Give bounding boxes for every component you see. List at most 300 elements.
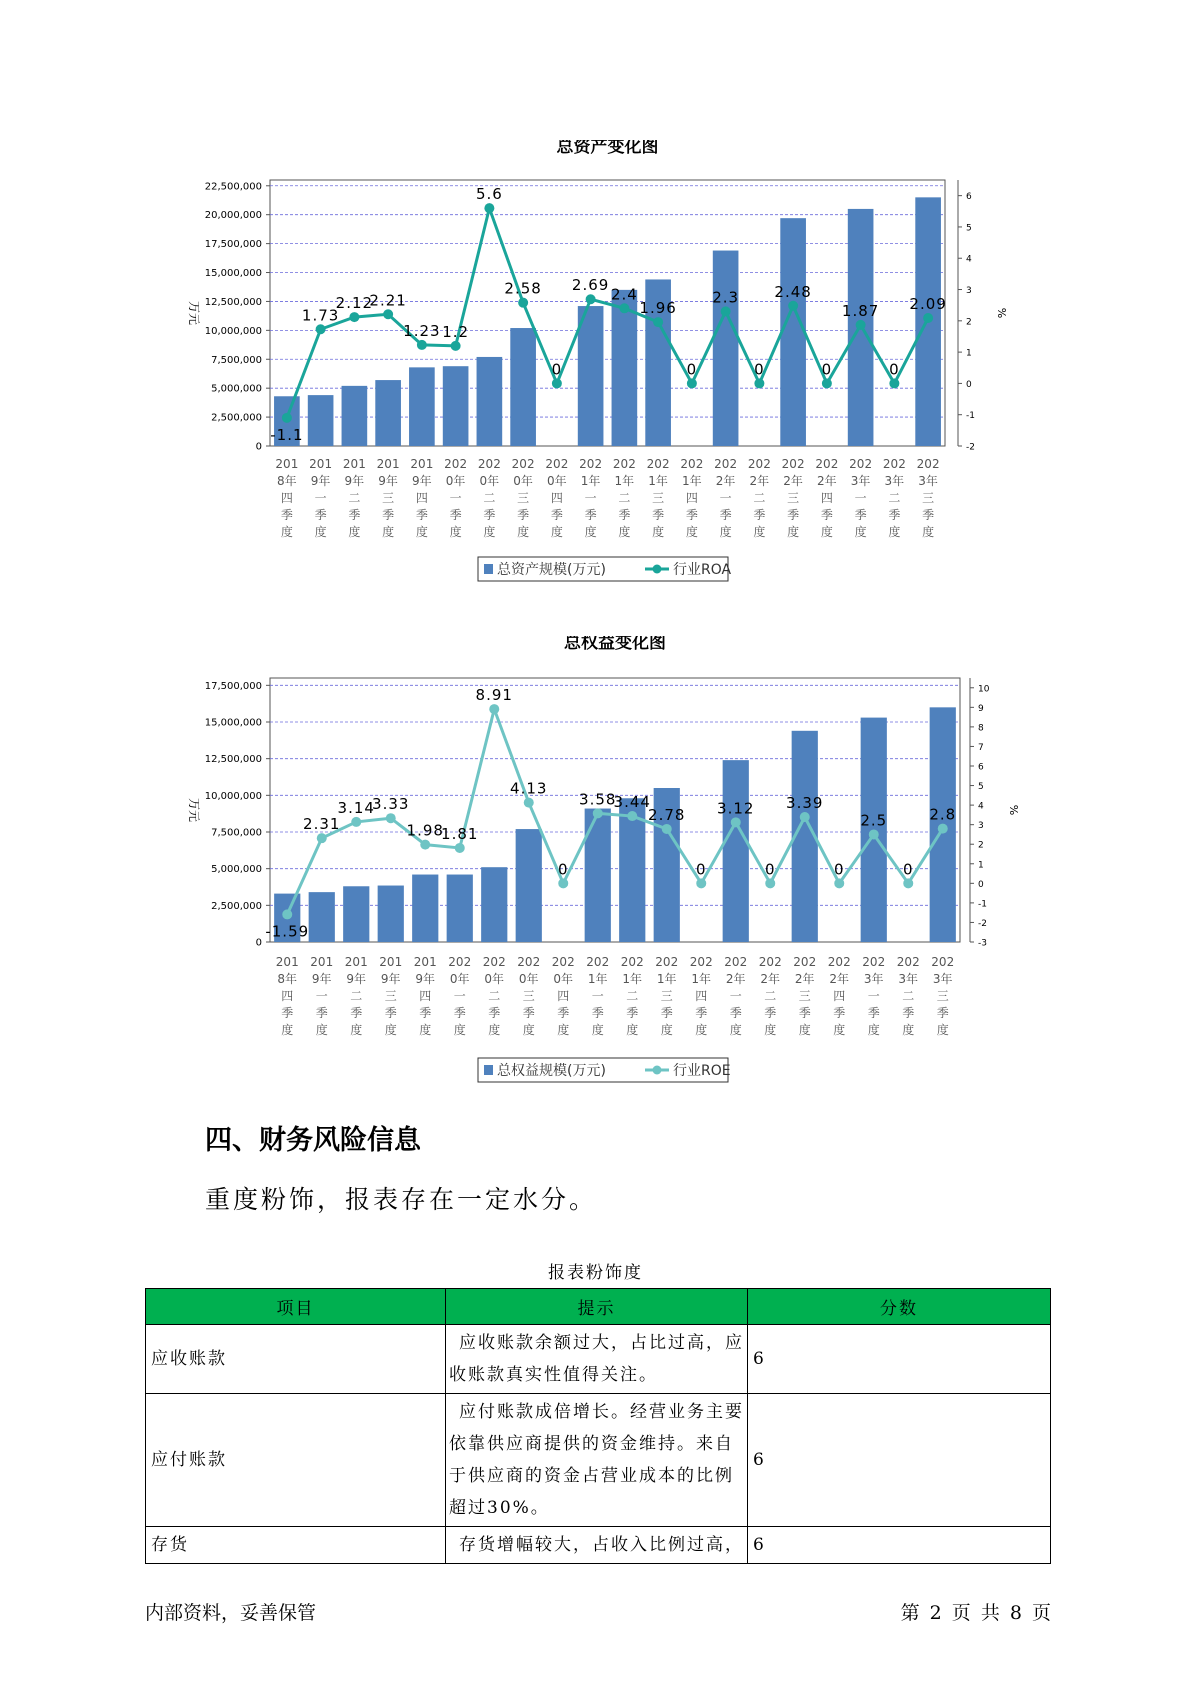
- category-label: 度: [618, 525, 631, 539]
- category-label: 季: [854, 508, 867, 522]
- category-label: 度: [854, 525, 867, 539]
- category-label: 202: [517, 955, 541, 969]
- chart-title: 总权益变化图: [564, 636, 666, 653]
- category-label: 季: [280, 508, 293, 522]
- section-body: 重度粉饰，报表存在一定水分。: [205, 1185, 598, 1214]
- category-label: 0年: [513, 474, 533, 488]
- category-label: 季: [719, 508, 732, 522]
- category-label: 201: [309, 457, 333, 471]
- right-tick-label: -2: [978, 918, 987, 929]
- category-label: 季: [315, 1006, 328, 1020]
- category-label: 度: [449, 525, 462, 539]
- line-point: [593, 808, 603, 818]
- category-label: 一: [449, 491, 462, 505]
- category-label: 二: [618, 491, 631, 505]
- category-label: 202: [896, 955, 920, 969]
- category-label: 度: [591, 1023, 604, 1037]
- total-equity-chart-svg: [0, 636, 1191, 1096]
- right-tick-label: 4: [966, 254, 972, 265]
- left-tick-label: 5,000,000: [211, 864, 262, 876]
- right-tick-label: 3: [966, 286, 972, 297]
- bar: [447, 875, 473, 942]
- category-label: 一: [729, 989, 742, 1003]
- category-label: 三: [660, 989, 673, 1003]
- category-label: 1年: [614, 474, 635, 488]
- category-label: 度: [833, 1023, 846, 1037]
- category-label: 度: [517, 525, 530, 539]
- category-label: 季: [517, 508, 530, 522]
- category-label: 度: [584, 525, 597, 539]
- category-label: 二: [764, 989, 777, 1003]
- row-hint: 应付账款成倍增长。经营业务主要依靠供应商提供的资金维持。来自于供应商的资金占营业成本的比例超过30%。: [446, 1394, 748, 1527]
- left-tick-label: 10,000,000: [204, 325, 262, 337]
- category-label: 0年: [553, 972, 574, 986]
- category-label: 度: [652, 525, 665, 539]
- category-label: 202: [545, 457, 569, 471]
- category-label: 202: [448, 955, 472, 969]
- category-label: 202: [849, 457, 873, 471]
- category-label: 202: [815, 457, 839, 471]
- category-label: 季: [833, 1006, 846, 1020]
- line-point: [923, 313, 933, 323]
- category-label: 度: [550, 525, 563, 539]
- row-score: 6: [748, 1325, 1051, 1394]
- category-label: 季: [449, 508, 462, 522]
- left-tick-label: 15,000,000: [204, 717, 262, 729]
- line-point: [731, 817, 741, 827]
- category-label: 1年: [682, 474, 702, 488]
- data-label: 3.14: [337, 798, 375, 817]
- category-label: 二: [350, 989, 363, 1003]
- category-label: 四: [281, 989, 294, 1003]
- left-tick-label: 22,500,000: [204, 181, 262, 193]
- line-point: [282, 909, 292, 919]
- category-label: 202: [758, 955, 782, 969]
- line-point: [765, 878, 775, 888]
- category-label: 2年: [725, 972, 746, 986]
- data-label: 2.4: [610, 285, 638, 304]
- category-label: 3年: [863, 972, 884, 986]
- data-label: 2.8: [929, 805, 957, 824]
- row-score: 6: [748, 1527, 1051, 1564]
- line-point: [834, 878, 844, 888]
- category-label: 度: [764, 1023, 777, 1037]
- category-label: 201: [376, 457, 400, 471]
- category-label: 1年: [656, 972, 677, 986]
- category-label: 度: [922, 525, 935, 539]
- category-label: 一: [315, 989, 328, 1003]
- category-label: 度: [695, 1023, 708, 1037]
- footer-page-number: 第 2 页 共 8 页: [900, 1602, 1051, 1624]
- category-label: 3年: [884, 474, 905, 488]
- category-label: 0年: [547, 474, 567, 488]
- category-label: 季: [584, 508, 597, 522]
- category-label: 0年: [518, 972, 539, 986]
- table-row: [146, 1527, 1051, 1564]
- category-label: 二: [488, 989, 501, 1003]
- line-point: [889, 378, 899, 388]
- category-label: 度: [936, 1023, 949, 1037]
- category-label: 度: [488, 1023, 501, 1037]
- line-point: [316, 324, 326, 334]
- left-tick-label: 0: [255, 937, 262, 949]
- bar: [443, 366, 469, 446]
- right-tick-label: 3: [978, 821, 984, 832]
- category-label: 度: [719, 525, 732, 539]
- total-equity-chart: [0, 636, 1191, 1096]
- category-label: 季: [798, 1006, 811, 1020]
- data-label: 2.3: [712, 288, 740, 307]
- category-label: 度: [483, 525, 496, 539]
- left-tick-label: 7,500,000: [211, 827, 262, 839]
- category-label: 三: [798, 989, 811, 1003]
- category-label: 三: [522, 989, 535, 1003]
- category-label: 9年: [412, 474, 432, 488]
- category-label: 季: [695, 1006, 708, 1020]
- right-tick-label: -2: [966, 442, 975, 453]
- category-label: 2年: [783, 474, 803, 488]
- category-label: 度: [753, 525, 766, 539]
- category-label: 1年: [622, 972, 643, 986]
- data-label: 1.2: [442, 322, 470, 341]
- data-label: 0: [902, 860, 914, 879]
- legend-bar-label: 总权益规模(万元): [497, 1063, 606, 1079]
- category-label: 四: [550, 491, 563, 505]
- category-label: 2年: [829, 972, 850, 986]
- category-label: 201: [410, 457, 434, 471]
- footer-confidential-note: 内部资料，妥善保管: [145, 1602, 317, 1624]
- line-point: [558, 878, 568, 888]
- row-score: 6: [748, 1394, 1051, 1527]
- table-header-row: [146, 1289, 1051, 1325]
- bar: [343, 886, 369, 942]
- category-label: 季: [314, 508, 327, 522]
- data-label: 5.6: [475, 185, 503, 204]
- category-label: 季: [382, 508, 395, 522]
- category-label: 度: [660, 1023, 673, 1037]
- data-label: 2.21: [369, 291, 407, 310]
- category-label: 季: [557, 1006, 570, 1020]
- data-label: -1.1: [270, 425, 304, 444]
- category-label: 季: [764, 1006, 777, 1020]
- data-label: 4.13: [510, 779, 548, 798]
- category-label: 三: [652, 491, 665, 505]
- category-label: 202: [511, 457, 535, 471]
- right-tick-label: 1: [978, 860, 984, 871]
- row-item: 应收账款: [146, 1325, 446, 1394]
- category-label: 三: [787, 491, 800, 505]
- line-point: [386, 813, 396, 823]
- category-label: 1年: [648, 474, 668, 488]
- table-caption: 报表粉饰度: [548, 1263, 643, 1283]
- category-label: 二: [483, 491, 496, 505]
- category-label: 度: [314, 525, 327, 539]
- data-label: 2.5: [860, 811, 888, 830]
- right-axis-title: %: [1007, 804, 1020, 816]
- left-tick-label: 2,500,000: [211, 412, 262, 424]
- right-tick-label: 6: [978, 762, 984, 773]
- category-label: 三: [922, 491, 935, 505]
- category-label: 度: [685, 525, 698, 539]
- category-label: 季: [888, 508, 901, 522]
- line-point: [351, 817, 361, 827]
- legend-line-label: 行业ROE: [673, 1063, 731, 1079]
- category-label: 202: [931, 955, 955, 969]
- category-label: 201: [344, 955, 368, 969]
- category-label: 201: [342, 457, 366, 471]
- right-tick-label: 0: [966, 379, 972, 390]
- line-point: [317, 833, 327, 843]
- category-label: 3年: [918, 474, 938, 488]
- right-tick-label: -3: [978, 938, 987, 949]
- category-label: 9年: [380, 972, 401, 986]
- data-label: 2.48: [774, 282, 812, 301]
- line-point: [417, 340, 427, 350]
- legend-bar-swatch: [484, 564, 493, 574]
- category-label: 201: [275, 457, 299, 471]
- data-label: 1.81: [441, 824, 479, 843]
- line-point: [484, 203, 494, 213]
- category-label: 度: [820, 525, 833, 539]
- category-label: 9年: [310, 474, 331, 488]
- category-label: 2年: [817, 474, 837, 488]
- category-label: 度: [348, 525, 361, 539]
- data-label: 2.31: [303, 815, 341, 834]
- right-tick-label: 6: [966, 192, 972, 203]
- line-point: [627, 811, 637, 821]
- category-label: 2年: [760, 972, 781, 986]
- category-label: 季: [729, 1006, 742, 1020]
- category-label: 四: [833, 989, 846, 1003]
- category-label: 度: [522, 1023, 535, 1037]
- right-tick-label: -1: [966, 411, 975, 422]
- category-label: 一: [867, 989, 880, 1003]
- category-label: 3年: [932, 972, 953, 986]
- section-heading: 四、财务风险信息: [205, 1125, 421, 1156]
- bar: [409, 367, 435, 446]
- category-label: 度: [419, 1023, 432, 1037]
- category-label: 二: [626, 989, 639, 1003]
- category-label: 四: [695, 989, 708, 1003]
- right-tick-label: -1: [978, 899, 987, 910]
- category-label: 202: [916, 457, 940, 471]
- data-label: 1.98: [406, 821, 444, 840]
- data-label: 0: [551, 360, 563, 379]
- category-label: 201: [413, 955, 437, 969]
- left-tick-label: 17,500,000: [204, 239, 262, 251]
- total-assets-chart: [0, 140, 1191, 590]
- category-label: 202: [862, 955, 886, 969]
- category-label: 季: [281, 1006, 294, 1020]
- category-label: 9年: [311, 972, 332, 986]
- category-label: 8年: [277, 972, 298, 986]
- data-label: 1.73: [301, 306, 340, 325]
- category-label: 3年: [898, 972, 919, 986]
- category-label: 度: [787, 525, 800, 539]
- line-point: [586, 294, 596, 304]
- category-label: 9年: [344, 474, 365, 488]
- data-label: 0: [686, 360, 698, 379]
- line-point: [856, 320, 866, 330]
- bar: [477, 357, 503, 446]
- header-score: 分数: [748, 1289, 1051, 1325]
- line-point: [552, 378, 562, 388]
- line-point: [788, 301, 798, 311]
- data-label: 0: [695, 860, 707, 879]
- line-point: [349, 312, 359, 322]
- data-label: 1.96: [639, 299, 677, 318]
- category-label: 季: [902, 1006, 915, 1020]
- category-label: 季: [419, 1006, 432, 1020]
- left-tick-label: 12,500,000: [204, 754, 262, 766]
- data-label: 0: [833, 860, 845, 879]
- data-label: 1.23: [403, 321, 441, 340]
- table-row: [146, 1325, 1051, 1394]
- category-label: 季: [522, 1006, 535, 1020]
- line-point: [518, 298, 528, 308]
- category-label: 一: [719, 491, 732, 505]
- category-label: 201: [275, 955, 299, 969]
- line-point: [903, 878, 913, 888]
- category-label: 1年: [587, 972, 608, 986]
- data-label: 2.12: [335, 294, 374, 313]
- right-tick-label: 5: [966, 223, 972, 234]
- category-label: 0年: [445, 474, 466, 488]
- row-item: 应付账款: [146, 1394, 446, 1527]
- data-label: 8.91: [475, 686, 513, 705]
- row-hint: 存货增幅较大，占收入比例过高，: [446, 1527, 748, 1564]
- category-label: 2年: [749, 474, 770, 488]
- category-label: 3年: [850, 474, 871, 488]
- line-point: [653, 317, 663, 327]
- category-label: 0年: [449, 972, 470, 986]
- data-label: 2.09: [909, 295, 947, 314]
- category-label: 9年: [378, 474, 398, 488]
- category-label: 201: [310, 955, 334, 969]
- category-label: 季: [922, 508, 935, 522]
- category-label: 度: [350, 1023, 363, 1037]
- data-label: 2.78: [648, 805, 686, 824]
- category-label: 季: [936, 1006, 949, 1020]
- line-point: [619, 303, 629, 313]
- category-label: 季: [350, 1006, 363, 1020]
- category-label: 度: [280, 525, 293, 539]
- category-label: 度: [315, 1023, 328, 1037]
- category-label: 季: [453, 1006, 466, 1020]
- category-label: 三: [384, 989, 397, 1003]
- right-tick-label: 9: [978, 703, 984, 714]
- category-label: 四: [685, 491, 698, 505]
- category-label: 202: [646, 457, 670, 471]
- category-label: 度: [281, 1023, 294, 1037]
- category-label: 0年: [479, 474, 500, 488]
- category-label: 季: [867, 1006, 880, 1020]
- line-point: [696, 878, 706, 888]
- category-label: 二: [348, 491, 361, 505]
- right-tick-label: 2: [966, 317, 972, 328]
- line-point: [822, 378, 832, 388]
- left-axis-title: 万元: [187, 797, 201, 823]
- left-tick-label: 2,500,000: [211, 900, 262, 912]
- category-label: 四: [557, 989, 570, 1003]
- category-label: 202: [747, 457, 771, 471]
- right-tick-label: 4: [978, 801, 984, 812]
- category-label: 202: [714, 457, 738, 471]
- category-label: 0年: [484, 972, 505, 986]
- category-label: 202: [444, 457, 468, 471]
- bar: [516, 829, 542, 942]
- category-label: 202: [680, 457, 704, 471]
- category-label: 202: [781, 457, 805, 471]
- bar: [713, 251, 739, 446]
- line-point: [687, 378, 697, 388]
- category-label: 2年: [715, 474, 736, 488]
- category-label: 季: [348, 508, 361, 522]
- category-label: 202: [579, 457, 603, 471]
- category-label: 四: [280, 491, 293, 505]
- category-label: 9年: [346, 972, 367, 986]
- category-label: 8年: [277, 474, 297, 488]
- table-row: [146, 1394, 1051, 1527]
- category-label: 季: [787, 508, 800, 522]
- right-tick-label: 0: [978, 879, 984, 890]
- left-tick-label: 5,000,000: [211, 383, 262, 395]
- data-label: 2.69: [571, 276, 610, 295]
- category-label: 度: [382, 525, 395, 539]
- category-label: 度: [867, 1023, 880, 1037]
- category-label: 1年: [580, 474, 601, 488]
- legend-bar-swatch: [484, 1065, 493, 1075]
- data-label: 1.87: [841, 301, 880, 320]
- bar: [723, 760, 749, 942]
- data-label: 0: [821, 360, 833, 379]
- category-label: 202: [586, 955, 610, 969]
- category-label: 三: [382, 491, 395, 505]
- category-label: 四: [415, 491, 428, 505]
- right-tick-label: 5: [978, 782, 984, 793]
- line-point: [524, 798, 534, 808]
- bar: [585, 809, 611, 942]
- category-label: 季: [652, 508, 665, 522]
- bar: [510, 328, 536, 446]
- data-label: -1.59: [265, 922, 310, 941]
- category-label: 202: [551, 955, 575, 969]
- category-label: 季: [820, 508, 833, 522]
- category-label: 一: [591, 989, 604, 1003]
- category-label: 202: [482, 955, 506, 969]
- category-label: 季: [550, 508, 563, 522]
- category-label: 度: [729, 1023, 742, 1037]
- line-point: [754, 378, 764, 388]
- bar: [342, 386, 368, 446]
- line-point: [800, 812, 810, 822]
- line-point: [721, 306, 731, 316]
- category-label: 季: [483, 508, 496, 522]
- category-label: 三: [517, 491, 530, 505]
- data-label: 0: [754, 360, 765, 379]
- total-assets-chart-svg: [0, 140, 1191, 590]
- category-label: 季: [753, 508, 766, 522]
- category-label: 202: [724, 955, 748, 969]
- bar: [375, 380, 401, 446]
- left-tick-label: 10,000,000: [204, 790, 262, 802]
- category-label: 度: [798, 1023, 811, 1037]
- right-tick-label: 7: [978, 742, 984, 753]
- category-label: 度: [453, 1023, 466, 1037]
- category-label: 一: [314, 491, 327, 505]
- bar: [308, 395, 334, 446]
- legend-line-label: 行业ROA: [673, 562, 732, 578]
